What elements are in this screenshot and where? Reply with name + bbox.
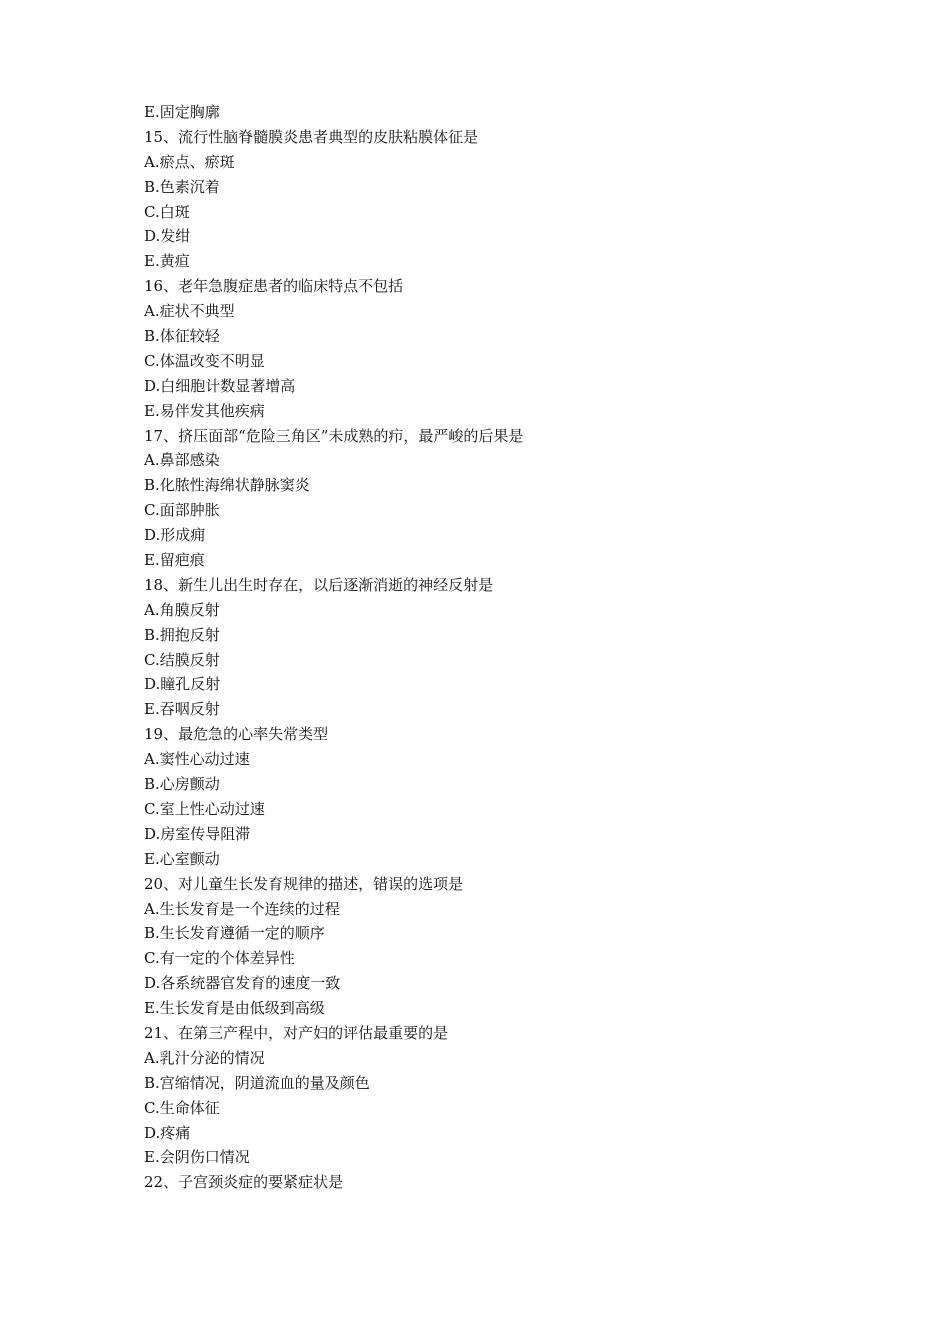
option-line: A.症状不典型 <box>144 302 235 321</box>
option-line: B.拥抱反射 <box>144 625 220 644</box>
option-line: E.固定胸廓 <box>144 103 220 121</box>
question-line: 21、在第三产程中，对产妇的评估最重要的是 <box>144 1023 449 1042</box>
option-line: B.色素沉着 <box>144 177 220 196</box>
option-line: A.鼻部感染 <box>144 451 220 470</box>
option-line: D.房室传导阻滞 <box>144 824 251 843</box>
option-line: E.心室颤动 <box>144 849 220 868</box>
option-line: C.体温改变不明显 <box>144 351 265 370</box>
option-line: E.吞咽反射 <box>144 700 220 719</box>
question-line: 19、最危急的心率失常类型 <box>144 725 329 744</box>
option-line: D.白细胞计数显著增高 <box>144 376 296 395</box>
option-line: B.体征较轻 <box>144 327 220 346</box>
option-line: E.易伴发其他疾病 <box>144 401 265 420</box>
option-line: B.生长发育遵循一定的顺序 <box>144 924 325 943</box>
document-body <box>144 100 844 1195</box>
question-line: 22、子宫颈炎症的要紧症状是 <box>144 1173 344 1192</box>
option-line: E.会阴伤口情况 <box>144 1148 250 1167</box>
option-line: C.室上性心动过速 <box>144 799 265 818</box>
option-line: A.角膜反射 <box>144 600 220 619</box>
option-line: E.留疤痕 <box>144 551 205 570</box>
option-line: D.发绀 <box>144 227 191 246</box>
option-line: D.瞳孔反射 <box>144 675 221 694</box>
question-line: 15、流行性脑脊髓膜炎患者典型的皮肤粘膜体征是 <box>144 127 479 146</box>
option-line: B.心房颤动 <box>144 775 220 794</box>
option-line: E.黄疸 <box>144 252 190 271</box>
option-line: B.宫缩情况，阴道流血的量及颜色 <box>144 1073 370 1092</box>
option-line: C.面部肿胀 <box>144 501 220 520</box>
option-line: B.化脓性海绵状静脉窦炎 <box>144 476 310 495</box>
question-line: 17、挤压面部“危险三角区”未成熟的疖，最严峻的后果是 <box>144 426 524 445</box>
option-line: E.生长发育是由低级到高级 <box>144 999 325 1018</box>
question-line: 20、对儿童生长发育规律的描述，错误的选项是 <box>144 874 464 893</box>
option-line: D.疼痛 <box>144 1123 191 1142</box>
option-line: D.形成痈 <box>144 526 206 545</box>
option-line: A.窦性心动过速 <box>144 750 250 769</box>
option-line: C.有一定的个体差异性 <box>144 949 295 968</box>
option-line: A.生长发育是一个连续的过程 <box>144 899 340 918</box>
option-line: A.乳汁分泌的情况 <box>144 1048 265 1067</box>
question-line: 16、老年急腹症患者的临床特点不包括 <box>144 277 404 296</box>
option-line: D.各系统器官发育的速度一致 <box>144 974 341 993</box>
option-line: C.生命体征 <box>144 1098 220 1117</box>
option-line: A.瘀点、瘀斑 <box>144 152 235 171</box>
option-line: C.白斑 <box>144 202 190 221</box>
option-line: C.结膜反射 <box>144 650 220 669</box>
question-line: 18、新生儿出生时存在，以后逐渐消逝的神经反射是 <box>144 575 494 594</box>
